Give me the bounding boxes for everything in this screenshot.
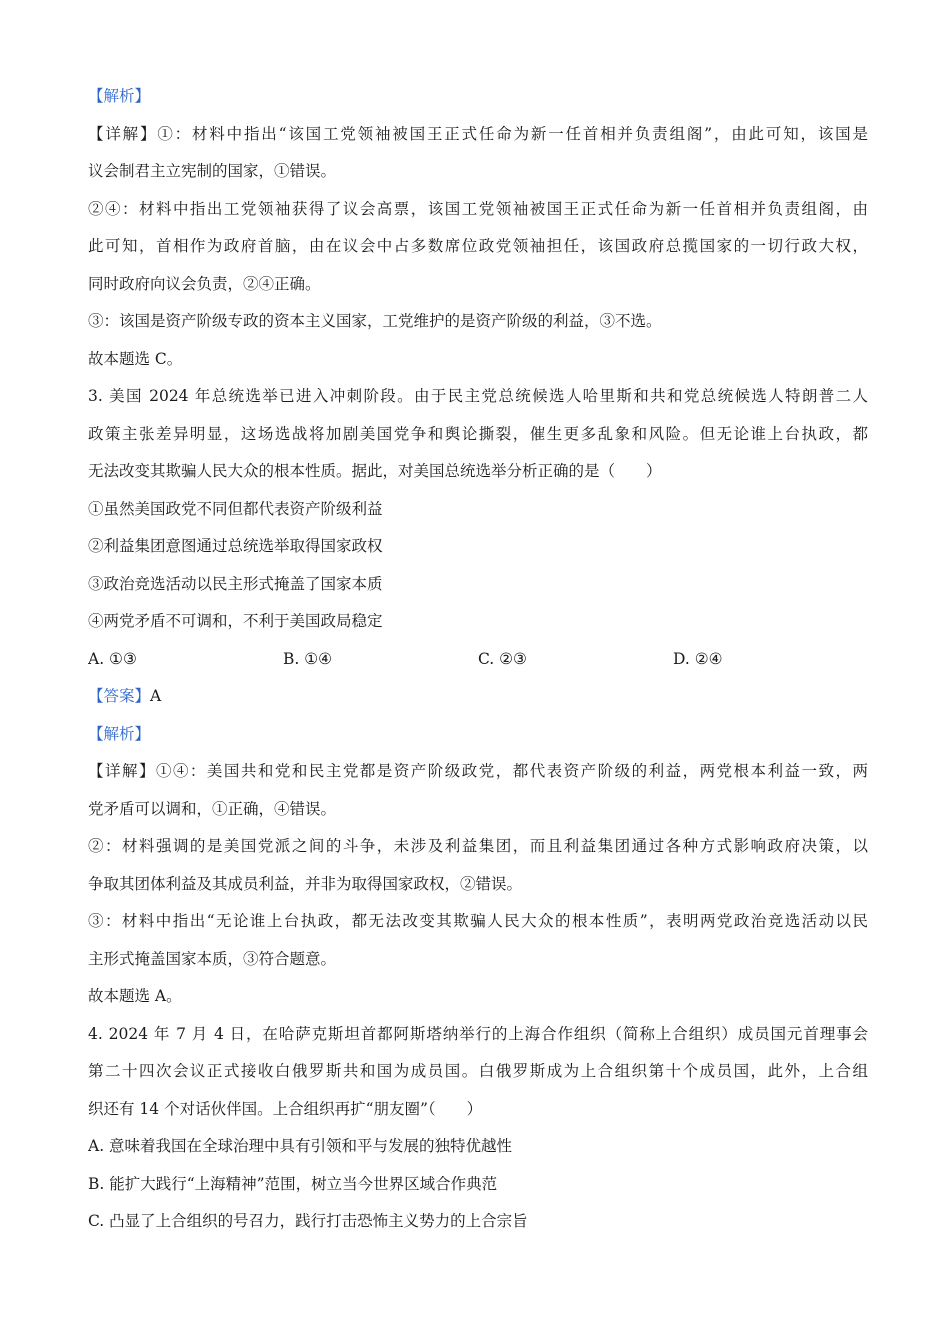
detail-tag: 【详解】 xyxy=(88,124,158,143)
answer-line xyxy=(88,678,868,716)
question-stem-line: 无法改变其欺骗人民大众的根本性质。据此，对美国总统选举分析正确的是（ ） xyxy=(88,462,662,480)
detail-line: 争取其团体利益及其成员利益，并非为取得国家政权，②错误。 xyxy=(88,874,523,893)
conclusion-line: 故本题选 A。 xyxy=(88,987,182,1005)
detail-text: ①：材料中指出“该国工党领袖被国王正式任命为新一任首相并负责组阁”，由此可知，该国是 xyxy=(157,124,868,143)
analysis-tag: 【解析】 xyxy=(88,87,151,105)
option-a: A. 意味着我国在全球治理中具有引领和平与发展的独特优越性 xyxy=(88,1137,513,1155)
option-a: A. ①③ xyxy=(88,649,137,668)
detail-line: 此可知，首相作为政府首脑，由在议会中占多数席位政党领袖担任，该国政府总揽国家的一切行政大权， xyxy=(88,237,868,255)
option-d: D. ②④ xyxy=(673,649,723,668)
question-stem-line: 3. 美国 2024 年总统选举已进入冲刺阶段。由于民主党总统候选人哈里斯和共和党总统候选人特朗普二人 xyxy=(88,387,868,405)
option-b: B. ①④ xyxy=(283,649,333,668)
detail-line xyxy=(88,753,868,791)
conclusion-line: 故本题选 C。 xyxy=(88,349,183,368)
analysis-heading xyxy=(88,716,868,754)
detail-line: 主形式掩盖国家本质，③符合题意。 xyxy=(88,949,337,968)
document-page xyxy=(88,78,868,1241)
detail-text: ①④：美国共和党和民主党都是资产阶级政党，都代表资产阶级的利益，两党根本利益一致，两 xyxy=(155,762,868,780)
statement-item: ②利益集团意图通过总统选举取得国家政权 xyxy=(88,537,383,555)
statement-item: ③政治竞选活动以民主形式掩盖了国家本质 xyxy=(88,574,383,593)
option-b: B. 能扩大践行“上海精神”范围，树立当今世界区域合作典范 xyxy=(88,1174,498,1193)
statement-item: ④两党矛盾不可调和，不利于美国政局稳定 xyxy=(88,612,383,630)
detail-line xyxy=(88,116,868,154)
answer-value: A xyxy=(150,687,162,705)
detail-line: 同时政府向议会负责，②④正确。 xyxy=(88,274,321,293)
analysis-tag: 【解析】 xyxy=(88,724,151,743)
statement-item: ①虽然美国政党不同但都代表资产阶级利益 xyxy=(88,499,383,518)
question-stem-line: 4. 2024 年 7 月 4 日，在哈萨克斯坦首都阿斯塔纳举行的上海合作组织（简称上合组织）成员国元首理事会 xyxy=(88,1024,868,1043)
detail-line: ②④：材料中指出工党领袖获得了议会高票，该国工党领袖被国王正式任命为新一任首相并负责组阁，由 xyxy=(88,199,868,218)
detail-line: 议会制君主立宪制的国家，①错误。 xyxy=(88,162,337,180)
detail-line: ③：材料中指出“无论谁上台执政，都无法改变其欺骗人民大众的根本性质”，表明两党政治竞选活动以民 xyxy=(88,912,868,930)
question-stem-line: 织还有 14 个对话伙伴国。上合组织再扩“朋友圈”（ ） xyxy=(88,1099,483,1118)
detail-line: ③：该国是资产阶级专政的资本主义国家，工党维护的是资产阶级的利益，③不选。 xyxy=(88,312,662,330)
analysis-heading xyxy=(88,78,868,116)
question-stem-line: 政策主张差异明显，这场选战将加剧美国党争和舆论撕裂，催生更多乱象和风险。但无论谁上台执政，都 xyxy=(88,424,868,443)
question-stem-line: 第二十四次会议正式接收白俄罗斯共和国为成员国。白俄罗斯成为上合组织第十个成员国，此外，上合组 xyxy=(88,1062,868,1080)
detail-line: 党矛盾可以调和，①正确，④错误。 xyxy=(88,799,337,818)
answer-tag: 【答案】 xyxy=(88,687,151,705)
detail-tag: 【详解】 xyxy=(88,762,156,780)
detail-line: ②：材料强调的是美国党派之间的斗争，未涉及利益集团，而且利益集团通过各种方式影响政府决策，以 xyxy=(88,837,868,855)
option-c: C. 凸显了上合组织的号召力，践行打击恐怖主义势力的上合宗旨 xyxy=(88,1212,528,1230)
option-c: C. ②③ xyxy=(478,649,527,668)
answer-options xyxy=(88,641,868,679)
